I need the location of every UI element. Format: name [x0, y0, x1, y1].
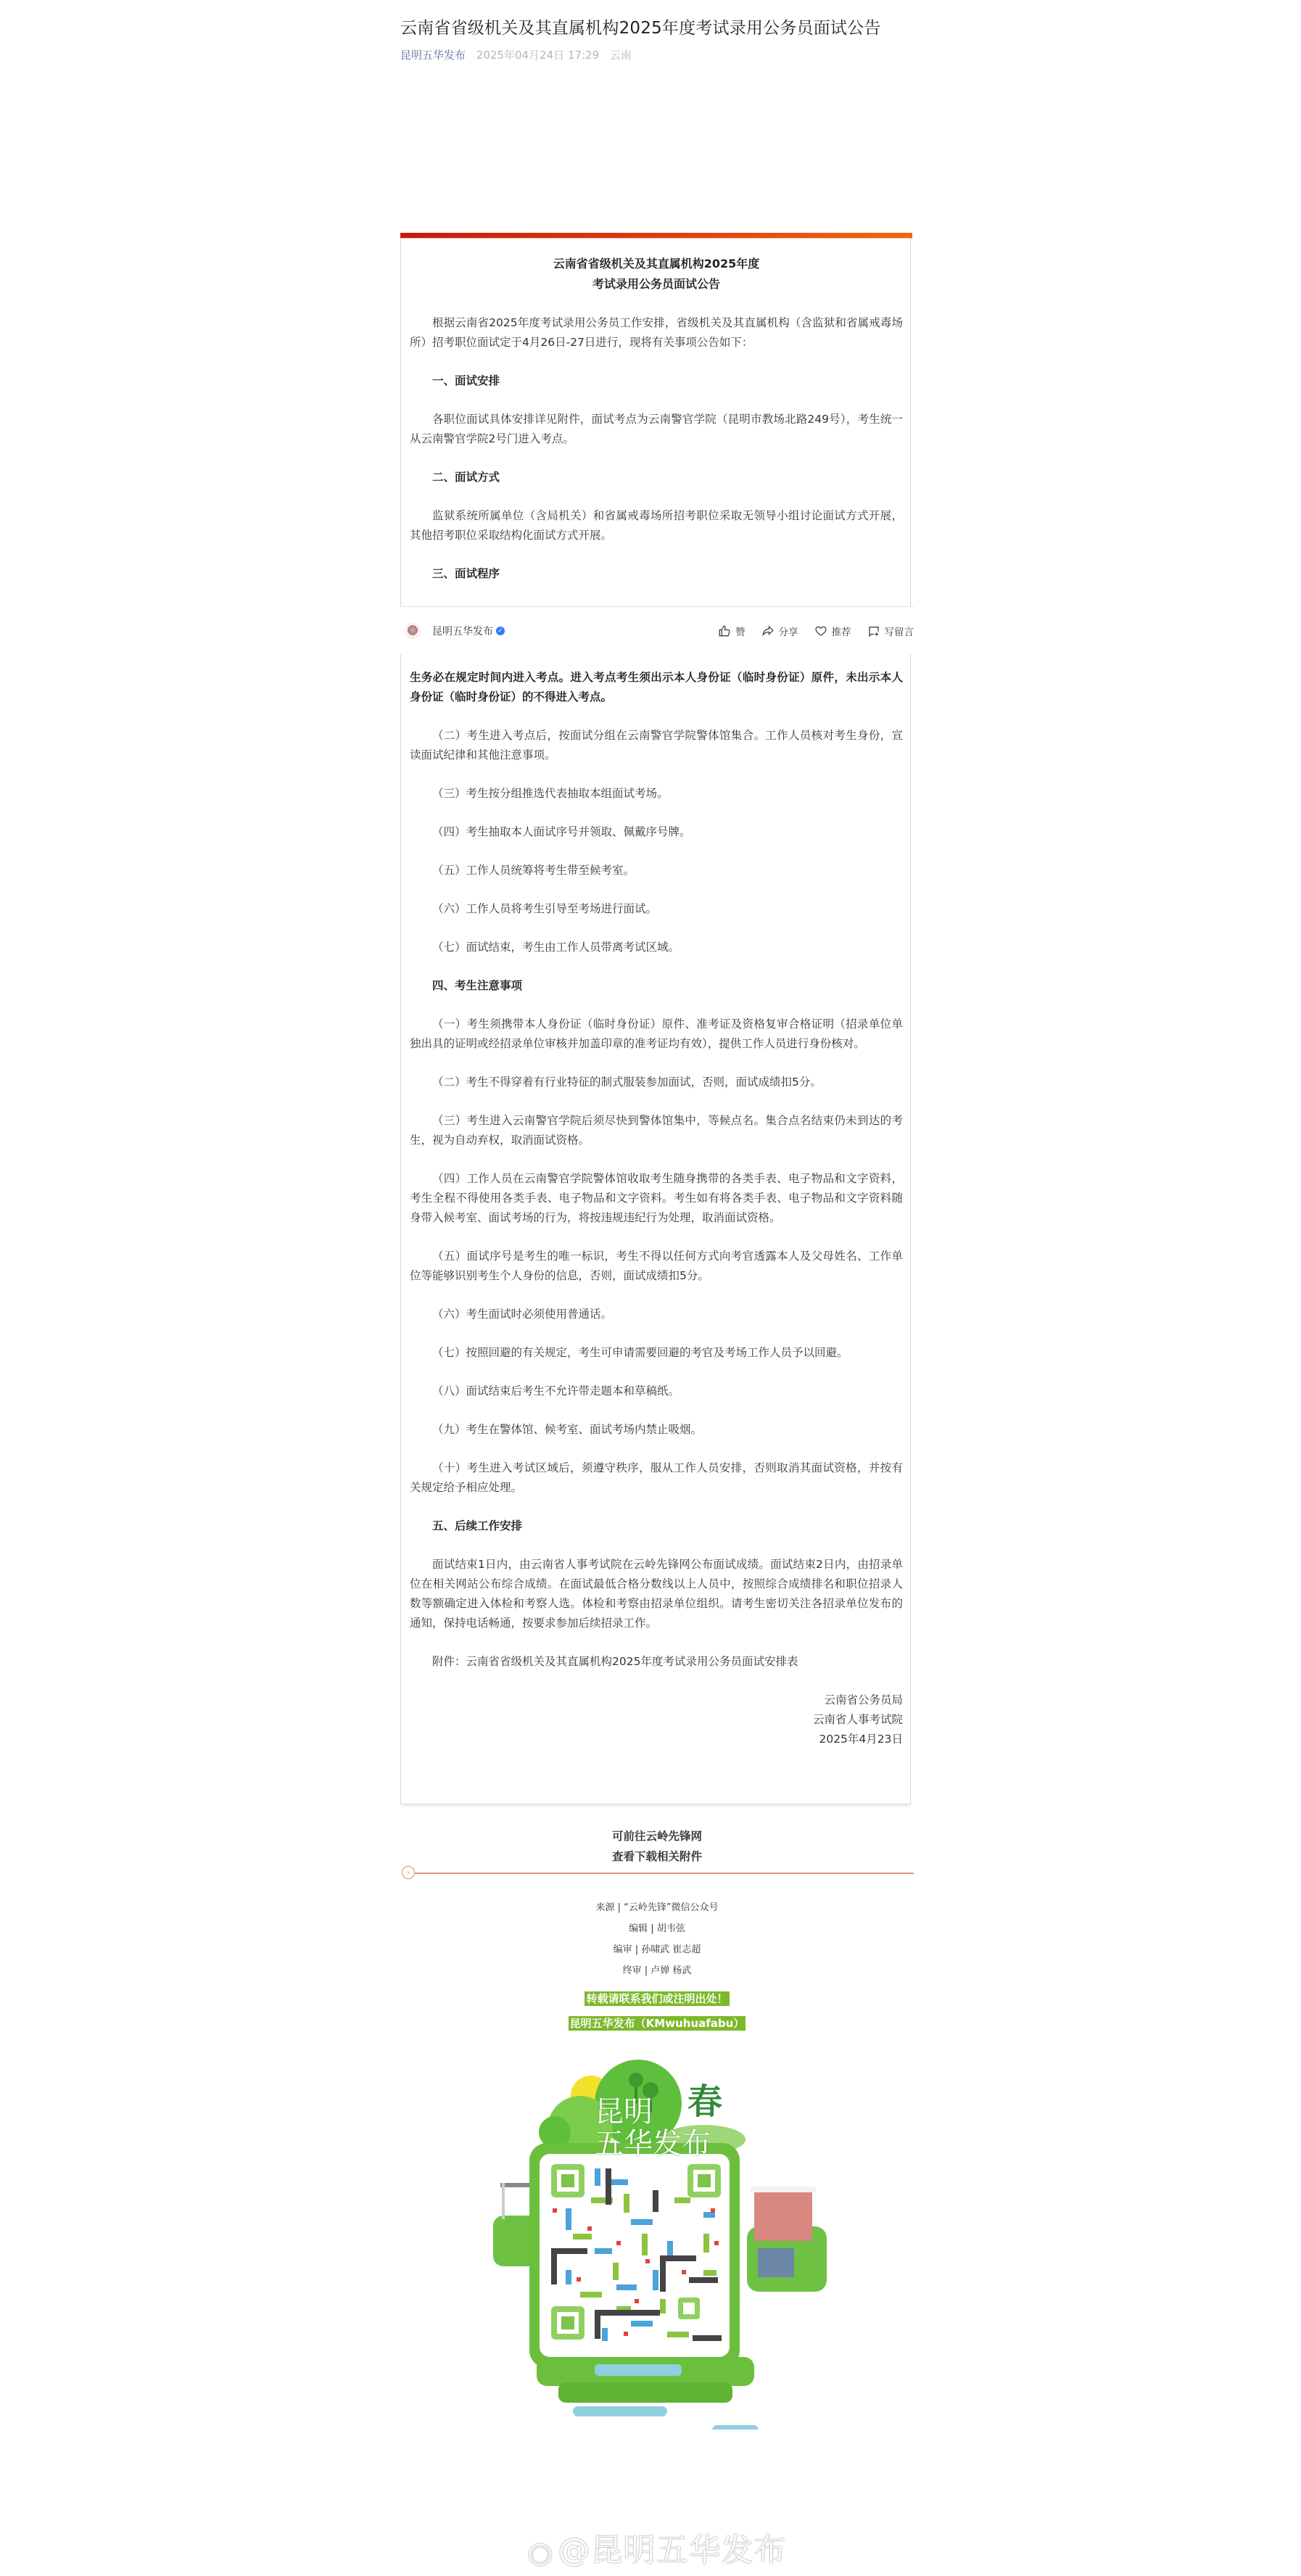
section-4-item-10: （十）考生进入考试区域后，须遵守秩序，服从工作人员安排，否则取消其面试资格，并按有关规定给予相应处理。 [410, 1461, 903, 1494]
poster-title-line2: 五华发布 [595, 2127, 711, 2160]
notice-heading-line1: 云南省省级机关及其直属机构2025年度 [553, 257, 760, 271]
divider-line [415, 1873, 914, 1874]
notice-heading-line2: 考试录用公务员面试公告 [592, 277, 720, 291]
thumbs-up-icon [718, 624, 731, 637]
signature-date: 2025年4月23日 [819, 1733, 903, 1746]
intro-paragraph: 根据云南省2025年度考试录用公务员工作安排，省级机关及其直属机构（含监狱和省属戒毒场所）招考职位面试定于4月26日-27日进行，现将有关事项公告如下： [410, 316, 903, 349]
repost-notice [400, 1991, 914, 2006]
section-5-paragraph: 面试结束1日内，由云南省人事考试院在云岭先锋网公布面试成绩。面试结束2日内，由招录单位在相关网站公布综合成绩。在面试最低合格分数线以上人员中，按照综合成绩排名和职位招录人数等额确定进入体检和考察人选。体检和考察由招录单位组织。请考生密切关注各招录单位发布的通知，保持电话畅通，按要求参加后续招录工作。 [410, 1558, 903, 1630]
account-id-banner [400, 2016, 914, 2031]
share-label: 分享 [778, 626, 798, 638]
article-meta [400, 46, 632, 64]
goto-site-note [400, 1826, 914, 1867]
publish-time: 2025年04月24日 17:29 [476, 49, 600, 62]
credit-reviewer: 编审 | 孙啸武 崔志超 [613, 1944, 701, 1955]
section-1-paragraph: 各职位面试具体安排详见附件，面试考点为云南警官学院（昆明市教场北路249号），考生统一从云南警官学院2号门进入考点。 [410, 413, 903, 445]
section-3-item-7: （七）面试结束，考生由工作人员带离考试区域。 [432, 941, 680, 954]
notice-card [400, 234, 911, 1804]
watermark-text: @昆明五华发布 [558, 2532, 787, 2569]
comment-label: 写留言 [884, 626, 914, 638]
signature-exam-institute: 云南省人事考试院 [812, 1713, 903, 1726]
sticky-action-bar [400, 606, 914, 654]
section-4-item-6: （六）考生面试时必须使用普通话。 [432, 1308, 613, 1321]
share-arrow-icon [761, 624, 775, 637]
section-3-item-6: （六）工作人员将考生引导至考场进行面试。 [432, 902, 658, 915]
goto-line-1: 可前往云岭先锋网 [611, 1830, 702, 1843]
credit-final-reviewer: 终审 | 卢婵 杨武 [622, 1965, 692, 1976]
section-3-item-3: （三）考生按分组推选代表抽取本组面试考场。 [432, 787, 669, 800]
qr-code-poster [486, 2052, 834, 2430]
section-4-item-9: （九）考生在警体馆、候考室、面试考场内禁止吸烟。 [432, 1423, 703, 1436]
like-button[interactable] [718, 624, 746, 638]
article-title: 云南省省级机关及其直属机构2025年度考试录用公务员面试公告 [400, 19, 881, 38]
credit-editor: 编辑 | 胡韦弦 [629, 1923, 685, 1934]
attachment-line: 附件：云南省省级机关及其直属机构2025年度考试录用公务员面试安排表 [432, 1655, 798, 1668]
section-4-item-2: （二）考生不得穿着有行业特征的制式服装参加面试，否则，面试成绩扣5分。 [432, 1076, 822, 1089]
signature-bureau: 云南省公务员局 [824, 1693, 903, 1706]
section-title-4: 四、考生注意事项 [432, 979, 523, 992]
action-buttons [718, 624, 914, 638]
publish-location: 云南 [609, 49, 632, 62]
section-3-item-5: （五）工作人员统筹将考生带至候考室。 [432, 864, 635, 877]
poster-title-line1: 昆明 [595, 2095, 653, 2129]
section-3-item-4: （四）考生抽取本人面试序号并领取、佩戴序号牌。 [432, 825, 691, 838]
poster-spring-badge: 春 [687, 2081, 723, 2122]
section-title-5: 五、后续工作安排 [432, 1519, 523, 1532]
account-id-label: 昆明五华发布（KMwuhuafabu） [569, 2017, 745, 2030]
chevron-right-circle-icon: › [402, 1866, 415, 1879]
section-title-1: 一、面试安排 [432, 374, 500, 387]
weibo-watermark [400, 2524, 914, 2570]
credit-source: 来源 | “云岭先锋”微信公众号 [595, 1902, 719, 1913]
section-title-2: 二、面试方式 [432, 471, 500, 484]
recommend-label: 推荐 [831, 626, 851, 638]
notice-body [410, 254, 903, 1749]
account-name[interactable]: 昆明五华发布 [432, 625, 493, 637]
section-4-item-4: （四）工作人员在云南警官学院警体馆收取考生随身携带的各类手表、电子物品和文字资料，考生全程不得使用各类手表、电子物品和文字资料。考生如有将各类手表、电子物品和文字资料随身带入候考室、面试考场的行为，将按违规违纪行为处理，取消面试资格。 [410, 1172, 903, 1224]
like-label: 赞 [735, 626, 746, 638]
credits-block [400, 1897, 914, 1981]
heart-icon [814, 624, 827, 637]
section-4-item-8: （八）面试结束后考生不允许带走题本和草稿纸。 [432, 1384, 680, 1398]
repost-notice-label: 转载请联系我们或注明出处！ [586, 1992, 728, 2005]
section-divider [400, 1864, 914, 1883]
section-3-item-1-continued: 生务必在规定时间内进入考点。进入考点考生须出示本人身份证（临时身份证）原件，未出示本人身份证（临时身份证）的不得进入考点。 [410, 671, 903, 703]
author-link[interactable]: 昆明五华发布 [400, 49, 466, 62]
share-button[interactable] [761, 624, 798, 638]
account-avatar[interactable] [405, 623, 421, 639]
section-2-paragraph: 监狱系统所属单位（含局机关）和省属戒毒场所招考职位采取无领导小组讨论面试方式开展，其他招考职位采取结构化面试方式开展。 [410, 509, 903, 542]
section-4-item-3: （三）考生进入云南警官学院后须尽快到警体馆集中，等候点名。集合点名结束仍未到达的考生，视为自动弃权，取消面试资格。 [410, 1114, 903, 1147]
write-comment-button[interactable] [867, 624, 914, 638]
section-title-3: 三、面试程序 [432, 567, 500, 580]
recommend-button[interactable] [814, 624, 851, 638]
section-3-item-2: （二）考生进入考点后，按面试分组在云南警官学院警体馆集合。工作人员核对考生身份，宣读面试纪律和其他注意事项。 [410, 729, 903, 761]
goto-line-2: 查看下载相关附件 [611, 1850, 702, 1863]
weibo-logo-icon: ◉ [527, 2536, 554, 2569]
verified-badge-icon: ✓ [496, 627, 505, 635]
section-4-item-1: （一）考生须携带本人身份证（临时身份证）原件、准考证及资格复审合格证明（招录单位单独出具的证明或经招录单位审核并加盖印章的准考证均有效），提供工作人员进行身份核对。 [410, 1017, 903, 1050]
section-4-item-7: （七）按照回避的有关规定，考生可申请需要回避的考官及考场工作人员予以回避。 [432, 1346, 848, 1359]
card-top-gradient-bar [400, 233, 912, 239]
section-4-item-5: （五）面试序号是考生的唯一标识，考生不得以任何方式向考官透露本人及父母姓名、工作单位等能够识别考生个人身份的信息，否则，面试成绩扣5分。 [410, 1250, 903, 1282]
comment-plus-icon [867, 624, 880, 637]
